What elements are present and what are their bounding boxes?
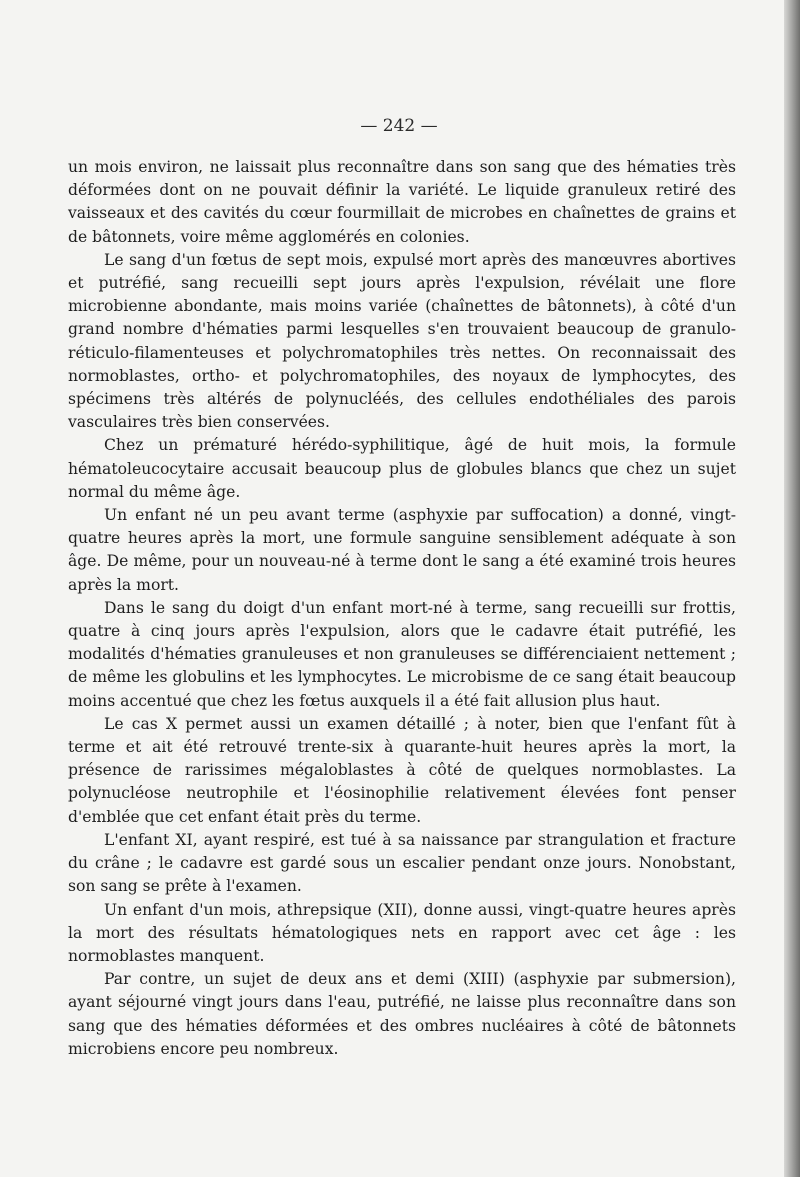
- paragraph: un mois environ, ne laissait plus reconnaître dans son sang que des hématies très déformées dont on ne pouvait définir la variété. Le liquide granuleux retiré des vaisseaux et des cavités du cœur fourmillait de microbes en chaînettes de grains et de bâtonnets, voire même agglomérés en colonies.: [68, 158, 736, 246]
- paragraph: Un enfant d'un mois, athrepsique (XII), donne aussi, vingt-quatre heures après la mort des résultats hématologiques nets en rapport avec cet âge : les normoblastes manquent.: [68, 900, 736, 965]
- body-text: [68, 156, 736, 1061]
- paragraph: Le cas X permet aussi un examen détaillé ; à noter, bien que l'enfant fût à terme et ait été retrouvé trente-six à quarante-huit heures après la mort, la présence de rarissimes mégaloblastes à côté de quelques normoblastes. La polynucléose neutrophile et l'éosinophilie relativement élevées font penser d'emblée que cet enfant était près du terme.: [68, 714, 736, 826]
- paragraph: Dans le sang du doigt d'un enfant mort-né à terme, sang recueilli sur frottis, quatre à cinq jours après l'expulsion, alors que le cadavre était putréfié, les modalités d'hématies granuleuses et non granuleuses se différenciaient nettement ; de même les globulins et les lymphocytes. Le microbisme de ce sang était beaucoup moins accentué que chez les fœtus auxquels il a été fait allusion plus haut.: [68, 598, 736, 710]
- paragraph: Par contre, un sujet de deux ans et demi (XIII) (asphyxie par submersion), ayant séjourné vingt jours dans l'eau, putréfié, ne laisse plus reconnaître dans son sang que des hématies déformées et des ombres nucléaires à côté de bâtonnets microbiens encore peu nombreux.: [68, 970, 736, 1058]
- paragraph: L'enfant XI, ayant respiré, est tué à sa naissance par strangulation et fracture du crâne ; le cadavre est gardé sous un escalier pendant onze jours. Nonobstant, son sang se prête à l'examen.: [68, 830, 736, 896]
- paragraph: Chez un prématuré hérédo-syphilitique, âgé de huit mois, la formule hématoleucocytaire accusait beaucoup plus de globules blancs que chez un sujet normal du même âge.: [68, 436, 736, 501]
- page-number: — 242 —: [360, 116, 438, 136]
- paragraph: Un enfant né un peu avant terme (asphyxie par suffocation) a donné, vingt-quatre heures après la mort, une formule sanguine sensiblement adéquate à son âge. De même, pour un nouveau-né à terme dont le sang a été examiné trois heures après la mort.: [68, 506, 736, 594]
- page-edge-shadow: [784, 0, 800, 1177]
- paragraph: Le sang d'un fœtus de sept mois, expulsé mort après des manœuvres abortives et putréfié, sang recueilli sept jours après l'expulsion, révélait une flore microbienne abondante, mais moins variée (chaînettes de bâtonnets), à côté d'un grand nombre d'hématies parmi lesquelles s'en trouvaient beaucoup de granulo-réticulo-filamenteuses et polychromatophiles très nettes. On reconnaissait des normoblastes, ortho- et polychromatophiles, des noyaux de lymphocytes, des spécimens très altérés de polynucléés, des cellules endothéliales des parois vasculaires très bien conservées.: [68, 250, 736, 432]
